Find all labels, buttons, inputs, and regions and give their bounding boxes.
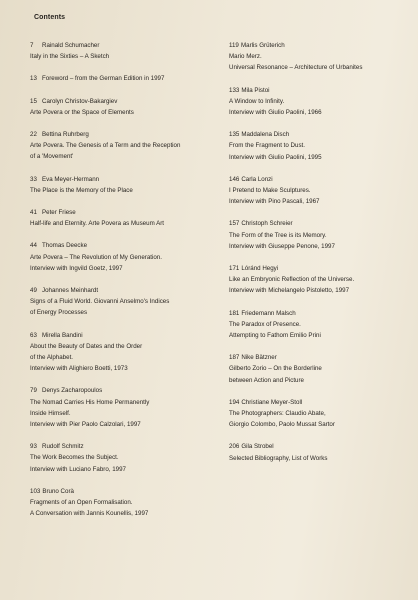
toc-title-line: Arte Povera or the Space of Elements xyxy=(30,108,134,116)
toc-title-line: Mario Merz. xyxy=(229,53,262,61)
toc-title-line: The Nomad Carries His Home Permanently xyxy=(30,398,150,406)
toc-title-line: Inside Himself. xyxy=(30,409,71,417)
toc-title-line: A Window to Infinity. xyxy=(229,97,285,105)
toc-entry xyxy=(229,174,409,208)
toc-entry-head xyxy=(30,486,208,497)
toc-title-line: Interview with Luciano Fabro, 1997 xyxy=(30,465,126,473)
page-title: Contents xyxy=(34,14,66,21)
toc-page-number: 93 xyxy=(30,443,37,451)
contents-column-left xyxy=(30,40,208,520)
toc-author: Thomas Deecke xyxy=(42,242,88,250)
toc-title-line: Interview with Alighiero Boetti, 1973 xyxy=(30,365,128,373)
toc-entry-head xyxy=(30,441,208,452)
toc-title-line: between Action and Picture xyxy=(229,376,304,384)
toc-page-number: 7 xyxy=(30,42,34,49)
toc-entry-head xyxy=(30,174,208,185)
toc-title-line: Fragments of an Open Formalisation. xyxy=(30,499,133,507)
toc-page-number: 44 xyxy=(30,242,37,250)
toc-title-line: Interview with Pino Pascali, 1967 xyxy=(229,198,320,206)
toc-entry-head xyxy=(229,441,409,452)
toc-title-line: I Pretend to Make Sculptures. xyxy=(229,187,311,195)
toc-entry-head xyxy=(229,218,409,229)
toc-entry-head xyxy=(30,385,208,396)
toc-title-line: Interview with Pier Paolo Calzolari, 1997 xyxy=(30,421,141,429)
toc-title-line: Interview with Michelangelo Pistoletto, 1997 xyxy=(229,287,350,295)
toc-author: Rudolf Schmitz xyxy=(42,443,84,451)
toc-author: Bettina Ruhrberg xyxy=(42,131,89,139)
toc-title-line: Gilberto Zorio – On the Borderline xyxy=(229,365,322,373)
toc-title-line: The Place is the Memory of the Place xyxy=(30,186,133,194)
toc-page-number: 146 xyxy=(229,175,240,183)
toc-title-line: Selected Bibliography, List of Works xyxy=(229,454,328,462)
toc-entry xyxy=(229,397,409,431)
toc-entry xyxy=(30,285,208,319)
toc-author: Mirella Bandini xyxy=(42,331,83,339)
toc-entry-head xyxy=(229,397,409,408)
toc-entry xyxy=(30,385,208,430)
toc-entry xyxy=(30,441,208,475)
toc-entry-head xyxy=(229,263,409,274)
toc-page-number: 119 xyxy=(229,42,239,49)
toc-title-line: of Energy Processes xyxy=(30,309,88,317)
toc-page-number: 41 xyxy=(30,209,37,217)
toc-page-number: 15 xyxy=(30,97,37,105)
toc-entry xyxy=(30,207,208,229)
toc-entry xyxy=(30,240,208,274)
toc-entry-head xyxy=(229,174,409,185)
toc-author: Carolyn Christov-Bakargiev xyxy=(42,97,118,105)
toc-author: Peter Friese xyxy=(42,209,76,217)
toc-title-line: Half-life and Eternity. Arte Povera as Museum Art xyxy=(30,220,165,228)
toc-entry-head xyxy=(30,40,208,51)
toc-entry xyxy=(30,73,208,84)
toc-page-number: 181 xyxy=(229,309,240,317)
toc-title-line: Interview with Giuseppe Penone, 1997 xyxy=(229,242,335,250)
toc-page-number: 49 xyxy=(30,287,37,295)
toc-title-line: Giorgio Colombo, Paolo Mussat Sartor xyxy=(229,421,335,429)
toc-entry xyxy=(229,129,409,163)
toc-entry-head xyxy=(229,129,409,140)
toc-title-line: Interview with Ingvild Goetz, 1997 xyxy=(30,264,123,272)
toc-author: Bruno Corà xyxy=(42,487,74,495)
toc-title-line: Universal Resonance – Architecture of Urbanites xyxy=(229,64,363,72)
toc-entry xyxy=(30,96,208,118)
toc-page-number: 206 xyxy=(229,443,240,451)
toc-author: Marlis Grüterich xyxy=(241,42,285,49)
toc-page-number: 22 xyxy=(30,131,37,139)
toc-page-number: 103 xyxy=(30,487,41,495)
toc-entry xyxy=(30,40,208,62)
toc-entry xyxy=(229,352,409,386)
toc-entry xyxy=(229,218,409,252)
toc-title-line: The Form of the Tree is its Memory. xyxy=(229,231,327,239)
toc-author: Johannes Meinhardt xyxy=(42,287,99,295)
toc-entry-head xyxy=(30,129,208,140)
toc-title-line: The Work Becomes the Subject. xyxy=(30,454,119,462)
toc-author: Mila Pistoi xyxy=(241,86,270,94)
toc-author: Friedemann Malsch xyxy=(241,309,296,317)
toc-entry xyxy=(30,486,208,520)
toc-entry-head xyxy=(30,96,208,107)
toc-entry-head xyxy=(229,352,409,363)
toc-author: Gila Strobel xyxy=(241,443,274,451)
toc-entry-head xyxy=(30,240,208,251)
toc-entry-head xyxy=(229,40,409,51)
toc-entry xyxy=(30,129,208,163)
toc-author: Eva Meyer-Hermann xyxy=(42,175,100,183)
toc-title-line: A Conversation with Jannis Kounellis, 1997 xyxy=(30,510,149,518)
toc-entry xyxy=(30,174,208,196)
toc-title-line: Signs of a Fluid World. Giovanni Anselmo's Indices xyxy=(30,298,170,306)
toc-title-line: The Paradox of Presence. xyxy=(229,320,301,328)
toc-page-number: 79 xyxy=(30,387,37,395)
toc-title-line: Like an Embryonic Reflection of the Universe. xyxy=(229,276,355,284)
toc-title-line: About the Beauty of Dates and the Order xyxy=(30,342,143,350)
toc-page-number: 157 xyxy=(229,220,240,228)
toc-title-line: Arte Povera – The Revolution of My Generation. xyxy=(30,253,162,261)
toc-author: Maddalena Disch xyxy=(241,131,290,139)
toc-entry-head xyxy=(30,73,208,84)
toc-title-line: Interview with Giulio Paolini, 1966 xyxy=(229,109,322,117)
toc-title: Foreword – from the German Edition in 1997 xyxy=(42,75,165,83)
toc-title-line: of the Alphabet. xyxy=(30,354,74,362)
toc-entry-head xyxy=(30,207,208,218)
toc-title-line: Attempting to Fathom Emilio Prini xyxy=(229,332,321,340)
toc-author: Lóránd Hegyi xyxy=(241,265,279,273)
toc-entry xyxy=(229,263,409,297)
toc-page-number: 13 xyxy=(30,75,37,83)
toc-page-number: 135 xyxy=(229,131,240,139)
toc-title-line: Italy in the Sixties – A Sketch xyxy=(30,53,110,61)
toc-page-number: 171 xyxy=(229,265,240,273)
toc-page-number: 33 xyxy=(30,175,37,183)
toc-title-line: of a 'Movement' xyxy=(30,153,74,161)
toc-entry-head xyxy=(30,285,208,296)
toc-author: Christoph Schreier xyxy=(241,220,293,228)
toc-author: Rainald Schumacher xyxy=(42,42,100,49)
toc-author: Denys Zacharopoulos xyxy=(42,387,103,395)
contents-column-right xyxy=(229,40,409,464)
toc-entry-head xyxy=(229,85,409,96)
toc-entry xyxy=(229,308,409,342)
toc-title-line: From the Fragment to Dust. xyxy=(229,142,305,150)
toc-entry xyxy=(229,85,409,119)
toc-page-number: 194 xyxy=(229,398,240,406)
toc-page-number: 187 xyxy=(229,354,240,362)
toc-page-number: 63 xyxy=(30,331,37,339)
toc-author: Carla Lonzi xyxy=(241,175,273,183)
toc-entry-head xyxy=(229,308,409,319)
toc-title-line: Interview with Giulio Paolini, 1995 xyxy=(229,153,322,161)
toc-title-line: Arte Povera. The Genesis of a Term and the Reception xyxy=(30,142,181,150)
toc-title-line: The Photographers: Claudio Abate, xyxy=(229,410,326,418)
toc-entry xyxy=(229,441,409,463)
toc-entry-head xyxy=(30,330,208,341)
toc-page-number: 133 xyxy=(229,86,240,94)
toc-entry xyxy=(229,40,409,74)
toc-author: Nike Bätzner xyxy=(241,354,277,362)
toc-entry xyxy=(30,330,208,375)
toc-author: Christiane Meyer-Stoll xyxy=(241,398,303,406)
